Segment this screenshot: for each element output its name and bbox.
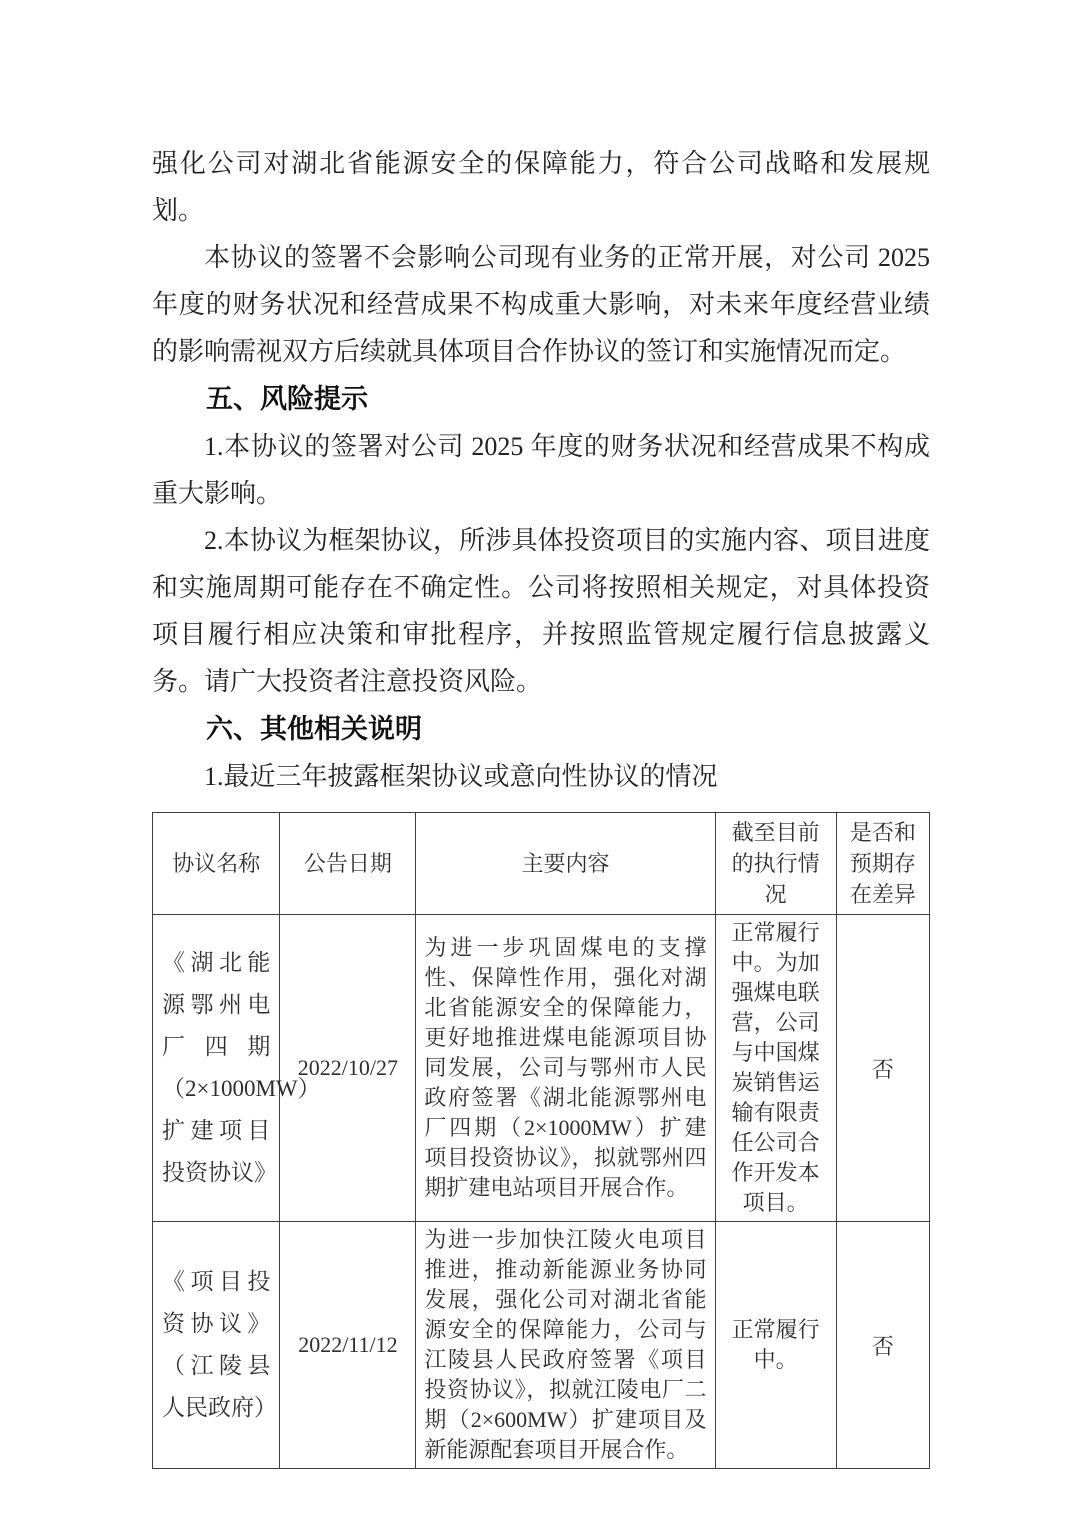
section-heading-other-notes: 六、其他相关说明 [206,714,422,744]
expectation-difference: 否 [836,1222,929,1469]
announce-date: 2022/11/12 [280,1222,416,1469]
paragraph: 强化公司对湖北省能源安全的保障能力，符合公司战略和发展规划。 [152,149,930,225]
header-announce-date: 公告日期 [280,813,416,915]
agreement-name: 《项目投资协议》（江陵县人民政府） [153,1222,280,1469]
main-content: 为进一步巩固煤电的支撑性、保障性作用，强化对湖北省能源安全的保障能力，更好地推进煤电能源项目协同发展，公司与鄂州市人民政府签署《湖北能源鄂州电厂四期（2×1000MW）扩建项目投资协议》，拟就鄂州四期扩建电站项目开展合作。 [416,915,715,1222]
paragraph: 2.本协议为框架协议，所涉具体投资项目的实施内容、项目进度和实施周期可能存在不确定性。公司将按照相关规定，对具体投资项目履行相应决策和审批程序，并按照监管规定履行信息披露义务。请广大投资者注意投资风险。 [152,526,930,696]
paragraph: 1.最近三年披露框架协议或意向性协议的情况 [204,762,718,791]
execution-status: 正常履行中。 [715,1222,836,1469]
header-expectation-difference: 是否和预期存在差异 [836,813,929,915]
header-agreement-name: 协议名称 [153,813,280,915]
expectation-difference: 否 [836,915,929,1222]
paragraph: 1.本协议的签署对公司 2025 年度的财务状况和经营成果不构成重大影响。 [152,432,930,508]
main-content: 为进一步加快江陵火电项目推进，推动新能源业务协同发展，强化公司对湖北省能源安全的保障能力，公司与江陵县人民政府签署《项目投资协议》，拟就江陵电厂二期（2×600MW）扩建项目及新能源配套项目开展合作。 [416,1222,715,1469]
table-header-row [153,813,930,915]
agreements-table [152,812,930,1469]
table-row [153,915,930,1222]
execution-status: 正常履行中。为加强煤电联营，公司与中国煤炭销售运输有限责任公司合作开发本项目。 [715,915,836,1222]
header-main-content: 主要内容 [416,813,715,915]
header-execution-status: 截至目前的执行情况 [715,813,836,915]
announce-date: 2022/10/27 [280,915,416,1222]
agreement-name: 《湖北能源鄂州电厂四期（2×1000MW）扩建项目投资协议》 [153,915,280,1222]
paragraph: 本协议的签署不会影响公司现有业务的正常开展，对公司 2025 年度的财务状况和经营成果不构成重大影响，对未来年度经营业绩的影响需视双方后续就具体项目合作协议的签订和实施情况而定。 [152,243,930,366]
table-row [153,1222,930,1469]
section-heading-risk: 五、风险提示 [206,384,368,414]
